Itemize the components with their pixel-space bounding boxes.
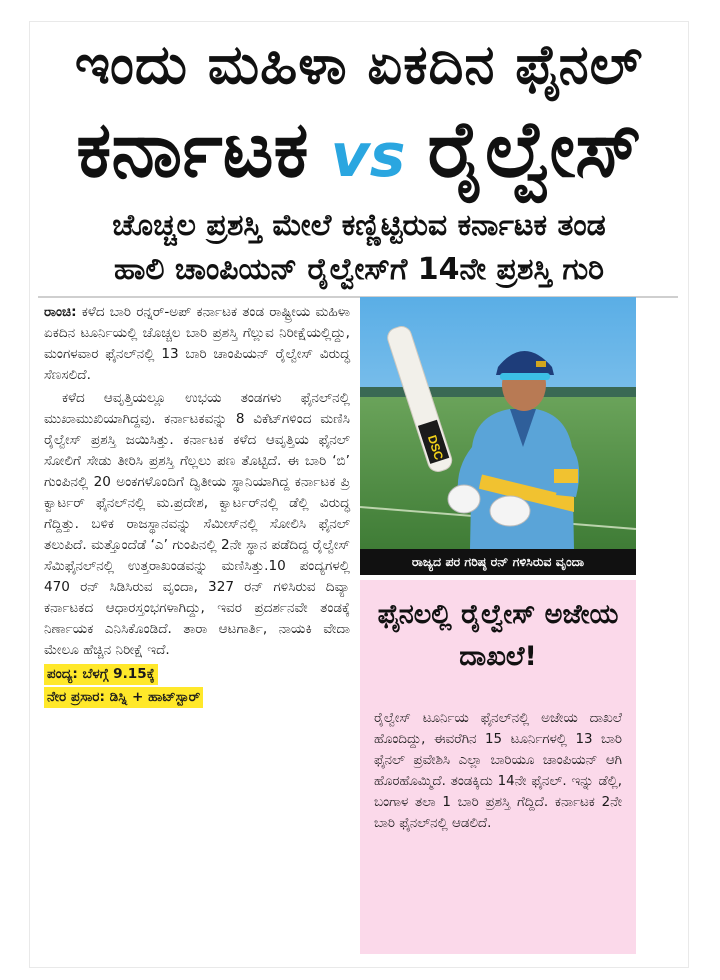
article-body [44,302,350,709]
team2-name: ರೈಲ್ವೇಸ್ [427,105,642,195]
article-paragraph-text: ಕಳೆದ ಬಾರಿ ರನ್ನರ್‌-ಅಪ್‌ ಕರ್ನಾಟಕ ತಂಡ ರಾಷ್ಟ್ರೀಯ ಮಹಿಳಾ ಏಕದಿನ ಟೂರ್ನಿಯಲ್ಲಿ ಚೊಚ್ಚಲ ಬಾರಿ ಪ್ರಶಸ್ತಿ ಗೆಲ್ಲುವ ನಿರೀಕ್ಷೆಯಲ್ಲಿದ್ದು, ಮಂಗಳವಾರ ಫೈನಲ್‌ನಲ್ಲಿ 13 ಬಾರಿ ಚಾಂಪಿಯನ್‌ ರೈಲ್ವೇಸ್‌ ವಿರುದ್ಧ ಸೆಣಸಲಿದೆ. [44,304,351,383]
subheadline-line1: ಚೊಚ್ಚಲ ಪ್ರಶಸ್ತಿ ಮೇಲೆ ಕಣ್ಣಿಟ್ಟಿರುವ ಕರ್ನಾಟಕ ತಂಡ [112,208,606,243]
dateline: ರಾಂಚಿ: [44,304,77,320]
newspaper-clipping [30,22,688,967]
bat-brand: DSC [424,433,447,462]
sidebar-box [360,580,636,954]
sidebar-headline: ಫೈನಲಲ್ಲಿ ರೈಲ್ವೇಸ್ ಅಜೇಯ ದಾಖಲೆ! [377,599,619,672]
sidebar-body: ರೈಲ್ವೇಸ್‌ ಟೂರ್ನಿಯ ಫೈನಲ್‌ನಲ್ಲಿ ಅಜೇಯ ದಾಖಲೆ ಹೊಂದಿದ್ದು, ಈವರೆಗಿನ 15 ಟೂರ್ನಿಗಳಲ್ಲಿ 13 ಬಾರಿ ಫೈನಲ್‌ ಪ್ರವೇಶಿಸಿ ಎಲ್ಲಾ ಬಾರಿಯೂ ಚಾಂಪಿಯನ್‌ ಆಗಿ ಹೊರಹೊಮ್ಮಿದೆ. ತಂಡಕ್ಕಿದು 14ನೇ ಫೈನಲ್‌. ಇನ್ನು ಡೆಲ್ಲಿ, ಬಂಗಾಳ ತಲಾ 1 ಬಾರಿ ಪ್ರಶಸ್ತಿ ಗೆದ್ದಿದೆ. ಕರ್ನಾಟಕ 2ನೇ ಬಾರಿ ಫೈನಲ್‌ನಲ್ಲಿ ಆಡಲಿದೆ. [374,711,622,831]
vs-label: vs [330,121,406,191]
subheadline-line2: ಹಾಲಿ ಚಾಂಪಿಯನ್ ರೈಲ್ವೇಸ್‌ಗೆ 14ನೇ ಪ್ರಶಸ್ತಿ ಗುರಿ [113,252,605,287]
headline-line1: ಇಂದು ಮಹಿಳಾ ಏಕದಿನ ಫೈನಲ್ [74,33,644,96]
article-paragraph [44,302,350,386]
team1-name: ಕರ್ನಾಟಕ [76,105,309,195]
broadcast-highlight: ನೇರ ಪ್ರಸಾರ: ಡಿಸ್ನಿ + ಹಾಟ್‌ಸ್ಟಾರ್‌ [44,687,203,708]
headline-matchup [30,100,688,200]
match-time-highlight: ಪಂದ್ಯ: ಬೆಳಗ್ಗೆ 9.15ಕ್ಕೆ [44,664,158,685]
player-photo [360,297,636,549]
photo-caption: ರಾಜ್ಯದ ಪರ ಗರಿಷ್ಠ ರನ್ ಗಳಿಸಿರುವ ವೃಂದಾ [360,549,636,575]
batter-illustration [360,297,636,549]
article-paragraph: ಕಳೆದ ಆವೃತ್ತಿಯಲ್ಲೂ ಉಭಯ ತಂಡಗಳು ಫೈನಲ್‌ನಲ್ಲಿ ಮುಖಾಮುಖಿಯಾಗಿದ್ದವು. ಕರ್ನಾಟಕವನ್ನು 8 ವಿಕೆಟ್‌ಗಳಿಂದ ಮಣಿಸಿ ರೈಲ್ವೇಸ್‌ ಪ್ರಶಸ್ತಿ ಜಯಿಸಿತ್ತು. ಕರ್ನಾಟಕ ಕಳೆದ ಆವೃತ್ತಿಯ ಫೈನಲ್‌ ಸೋಲಿಗೆ ಸೇಡು ತೀರಿಸಿ ಪ್ರಶಸ್ತಿ ಗೆಲ್ಲಲು ಪಣ ತೊಟ್ಟಿದೆ. ಈ ಬಾರಿ ‘ಬಿ’ ಗುಂಪಿನಲ್ಲಿ 20 ಅಂಕಗಳೊಂದಿಗೆ ದ್ವಿತೀಯ ಸ್ಥಾನಿಯಾಗಿದ್ದ ಕರ್ನಾಟಕ ಪ್ರಿ ಕ್ವಾರ್ಟರ್‌ ಫೈನಲ್‌ನಲ್ಲಿ ಮ.ಪ್ರದೇಶ, ಕ್ವಾರ್ಟರ್‌ನಲ್ಲಿ ಡೆಲ್ಲಿ ವಿರುದ್ಧ ಗೆದ್ದಿತ್ತು. ಬಳಿಕ ರಾಜಸ್ಥಾನವನ್ನು ಸೆಮೀಸ್‌ನಲ್ಲಿ ಸೋಲಿಸಿ ಫೈನಲ್‌ ತಲುಪಿದೆ. ಮತ್ತೊಂದೆಡೆ ‘ಎ’ ಗುಂಪಿನಲ್ಲಿ 2ನೇ ಸ್ಥಾನ ಪಡೆದಿದ್ದ ರೈಲ್ವೇಸ್‌ ಸೆಮಿಫೈನಲ್‌ನಲ್ಲಿ ಉತ್ತರಾಖಂಡವನ್ನು ಮಣಿಸಿತ್ತು.10 ಪಂದ್ಯಗಳಲ್ಲಿ 470 ರನ್‌ ಸಿಡಿಸಿರುವ ವೃಂದಾ, 327 ರನ್‌ ಗಳಿಸಿರುವ ದಿವ್ಯಾ ಕರ್ನಾಟಕದ ಆಧಾರಸ್ತಂಭಗಳಾಗಿದ್ದು, ಇವರ ಪ್ರದರ್ಶನವೇ ತಂಡಕ್ಕೆ ನಿರ್ಣಾಯಕ ಎನಿಸಿಕೊಂಡಿದೆ. ತಾರಾ ಆಟಗಾರ್ತಿ, ನಾಯಕಿ ವೇದಾ ಮೇಲೂ ಹೆಚ್ಚಿನ ನಿರೀಕ್ಷೆ ಇದೆ. [44,390,350,658]
